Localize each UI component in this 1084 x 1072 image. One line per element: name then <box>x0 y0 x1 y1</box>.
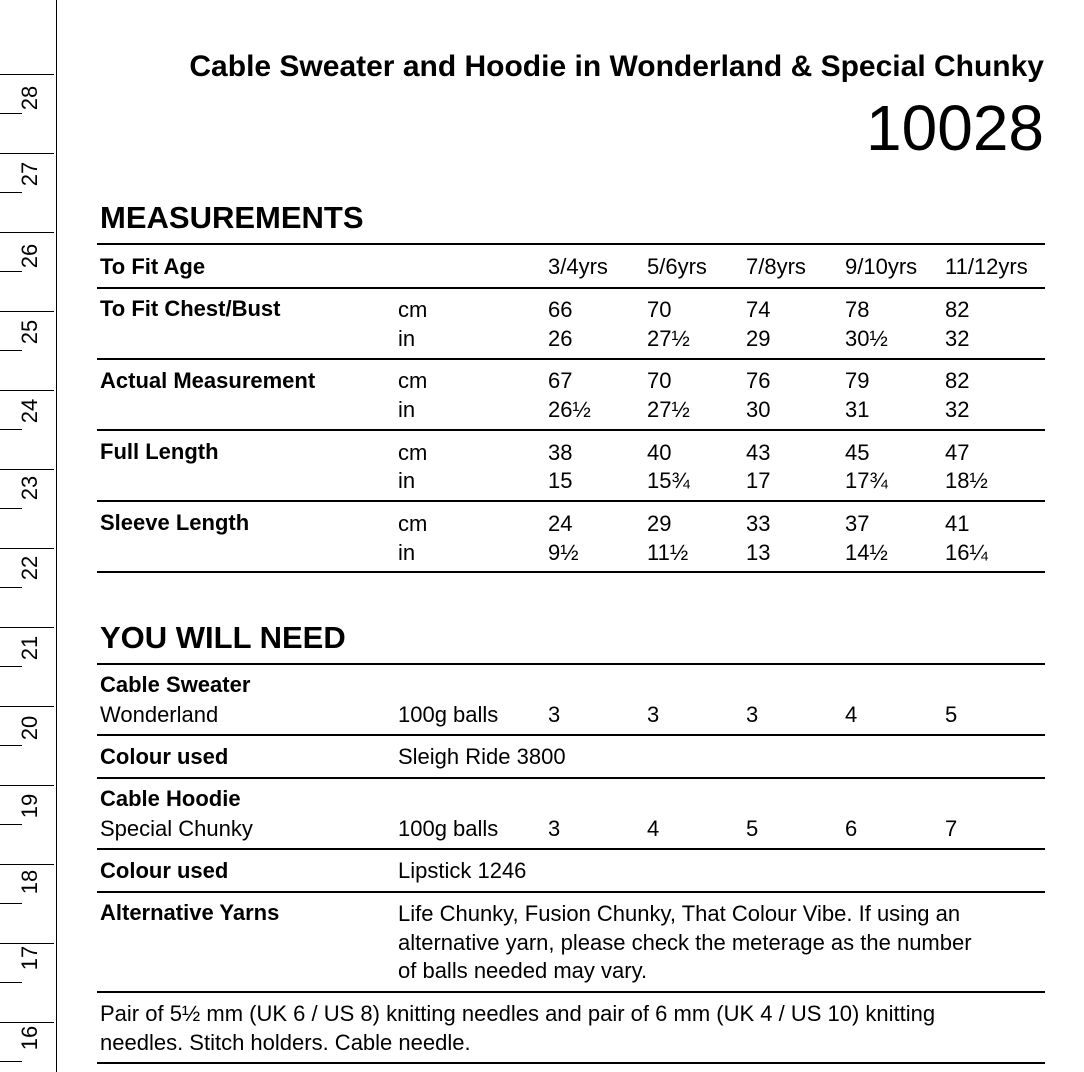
cell: 29 <box>746 326 771 351</box>
ruler-tick <box>0 943 54 944</box>
cell: 47 <box>945 440 970 465</box>
ruler-tick <box>0 74 54 75</box>
ruler-number: 25 <box>17 319 42 345</box>
divider <box>97 734 1045 736</box>
cell: 76 <box>746 368 771 393</box>
cell: 32 <box>945 326 970 351</box>
divider <box>97 777 1045 779</box>
ruler-tick <box>0 548 54 549</box>
cell: 3 <box>746 702 759 727</box>
cell: 38 <box>548 440 573 465</box>
ruler-tick <box>0 113 22 114</box>
cell: 33 <box>746 511 771 536</box>
cell: 79 <box>845 368 870 393</box>
cell: 17 <box>746 468 771 493</box>
cell: 18½ <box>945 468 988 493</box>
ruler-number: 26 <box>17 243 42 269</box>
ruler-number: 17 <box>17 945 42 971</box>
ruler-number: 23 <box>17 475 42 501</box>
ruler-tick <box>0 666 22 667</box>
needles-line: needles. Stitch holders. Cable needle. <box>100 1030 471 1055</box>
cell: 5 <box>945 702 958 727</box>
measurement-label: To Fit Chest/Bust <box>100 296 281 321</box>
age-col: 5/6yrs <box>647 254 707 279</box>
divider <box>97 500 1045 502</box>
cell: 16¼ <box>945 540 988 565</box>
ball-unit: 100g balls <box>398 816 499 841</box>
divider <box>97 1062 1045 1064</box>
age-label: To Fit Age <box>100 254 206 279</box>
cell: 14½ <box>845 540 888 565</box>
cell: 11½ <box>647 540 689 565</box>
cell: 29 <box>647 511 672 536</box>
ruler-tick <box>0 192 22 193</box>
cell: 66 <box>548 297 573 322</box>
ruler-number: 20 <box>17 715 42 741</box>
hoodie-title: Cable Hoodie <box>100 786 241 811</box>
cell: 43 <box>746 440 771 465</box>
measurement-label: Actual Measurement <box>100 368 316 393</box>
divider <box>97 571 1045 573</box>
age-col: 3/4yrs <box>548 254 608 279</box>
cell: 26½ <box>548 397 591 422</box>
unit-in: in <box>398 468 416 493</box>
colour-value: Sleigh Ride 3800 <box>398 744 566 769</box>
ruler-tick <box>0 627 54 628</box>
cell: 17¾ <box>845 468 888 493</box>
cell: 15¾ <box>647 468 690 493</box>
ruler-tick <box>0 1061 22 1062</box>
divider <box>97 358 1045 360</box>
divider <box>97 891 1045 893</box>
ruler-tick <box>0 706 54 707</box>
unit-cm: cm <box>398 440 428 465</box>
divider <box>97 663 1045 665</box>
age-col: 7/8yrs <box>746 254 806 279</box>
ruler-number: 28 <box>17 85 42 111</box>
ruler-tick <box>0 982 22 983</box>
cell: 15 <box>548 468 573 493</box>
ruler-tick <box>0 864 54 865</box>
cell: 40 <box>647 440 672 465</box>
cell: 4 <box>845 702 858 727</box>
unit-cm: cm <box>398 511 428 536</box>
cell: 32 <box>945 397 970 422</box>
cell: 7 <box>945 816 958 841</box>
ruler-number: 21 <box>17 635 42 661</box>
ruler-tick <box>0 271 22 272</box>
ruler-tick <box>0 350 22 351</box>
cell: 78 <box>845 297 870 322</box>
alternative-line: Life Chunky, Fusion Chunky, That Colour Vibe. If using an <box>398 901 961 926</box>
unit-in: in <box>398 397 416 422</box>
divider <box>97 243 1045 245</box>
divider <box>97 991 1045 993</box>
cell: 82 <box>945 368 970 393</box>
hoodie-yarn: Special Chunky <box>100 816 253 841</box>
alternative-line: of balls needed may vary. <box>398 958 648 983</box>
colour-label: Colour used <box>100 744 229 769</box>
sweater-title: Cable Sweater <box>100 672 251 697</box>
colour-value: Lipstick 1246 <box>398 858 527 883</box>
age-col: 11/12yrs <box>945 254 1028 279</box>
ruler-number: 16 <box>17 1025 42 1051</box>
measurement-label: Sleeve Length <box>100 510 250 535</box>
cell: 30 <box>746 397 771 422</box>
cell: 13 <box>746 540 771 565</box>
ruler-tick <box>0 390 54 391</box>
ruler-tick <box>0 232 54 233</box>
cell: 4 <box>647 816 660 841</box>
sweater-yarn: Wonderland <box>100 702 219 727</box>
colour-label: Colour used <box>100 858 229 883</box>
measurement-label: Full Length <box>100 439 219 464</box>
needles-line: Pair of 5½ mm (UK 6 / US 8) knitting needles and pair of 6 mm (UK 4 / US 10) knitting <box>100 1001 936 1026</box>
ruler-number: 27 <box>17 161 42 187</box>
unit-cm: cm <box>398 297 428 322</box>
cell: 26 <box>548 326 573 351</box>
ruler-number: 22 <box>17 555 42 581</box>
cell: 67 <box>548 368 573 393</box>
cell: 30½ <box>845 326 888 351</box>
ruler-tick <box>0 587 22 588</box>
ruler-tick <box>0 469 54 470</box>
cell: 27½ <box>647 326 690 351</box>
alternative-line: alternative yarn, please check the meterage as the number <box>398 930 972 955</box>
divider <box>97 287 1045 289</box>
ruler-tick <box>0 429 22 430</box>
ruler-number: 18 <box>17 869 42 895</box>
ruler-tick <box>0 153 54 154</box>
cell: 3 <box>647 702 660 727</box>
cell: 74 <box>746 297 771 322</box>
unit-in: in <box>398 540 416 565</box>
cell: 6 <box>845 816 858 841</box>
cell: 5 <box>746 816 759 841</box>
ruler <box>0 0 57 1072</box>
cell: 31 <box>845 397 870 422</box>
alternative-label: Alternative Yarns <box>100 900 280 925</box>
cell: 3 <box>548 702 561 727</box>
ruler-tick <box>0 508 22 509</box>
ruler-number: 19 <box>17 793 42 819</box>
cell: 41 <box>945 511 970 536</box>
ruler-tick <box>0 903 22 904</box>
ball-unit: 100g balls <box>398 702 499 727</box>
ruler-tick <box>0 311 54 312</box>
cell: 45 <box>845 440 870 465</box>
ruler-tick <box>0 1022 54 1023</box>
ruler-tick <box>0 745 22 746</box>
cell: 27½ <box>647 397 690 422</box>
pattern-title: Cable Sweater and Hoodie in Wonderland & Special Chunky <box>189 50 1044 83</box>
you-will-need-heading: YOU WILL NEED <box>100 620 346 655</box>
divider <box>97 429 1045 431</box>
unit-cm: cm <box>398 368 428 393</box>
cell: 3 <box>548 816 561 841</box>
pattern-number: 10028 <box>866 92 1044 164</box>
divider <box>97 848 1045 850</box>
cell: 37 <box>845 511 870 536</box>
cell: 70 <box>647 368 672 393</box>
cell: 82 <box>945 297 970 322</box>
cell: 24 <box>548 511 573 536</box>
ruler-tick <box>0 824 22 825</box>
cell: 9½ <box>548 540 579 565</box>
unit-in: in <box>398 326 416 351</box>
measurements-heading: MEASUREMENTS <box>100 200 364 235</box>
ruler-number: 24 <box>17 398 42 424</box>
ruler-tick <box>0 785 54 786</box>
cell: 70 <box>647 297 672 322</box>
age-col: 9/10yrs <box>845 254 918 279</box>
